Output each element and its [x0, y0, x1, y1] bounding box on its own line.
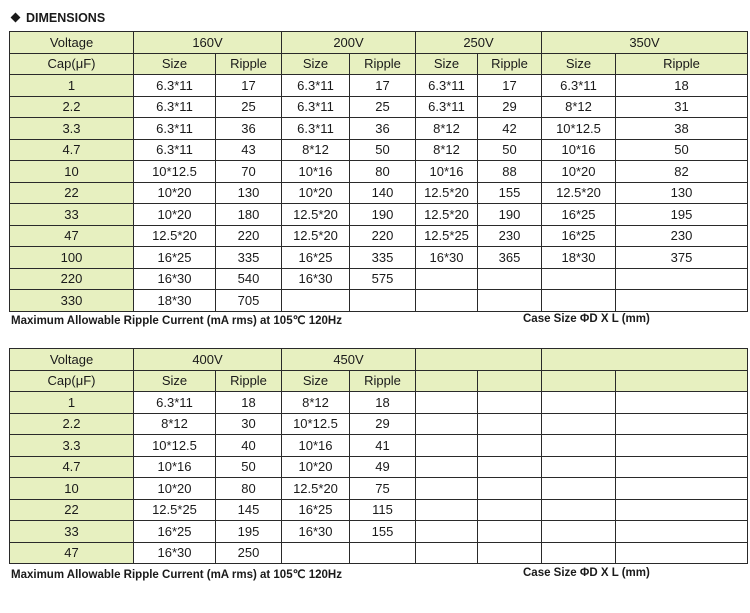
size-cell: 16*30 [134, 268, 216, 290]
size-cell [416, 268, 478, 290]
ripple-cell [478, 499, 542, 521]
table-row [10, 542, 748, 564]
voltage-header [416, 349, 542, 371]
size-cell [542, 499, 616, 521]
size-cell [416, 542, 478, 564]
dimensions-table-1 [9, 31, 748, 312]
voltage-header-row [10, 32, 748, 54]
size-cell [542, 392, 616, 414]
ripple-cell [350, 290, 416, 312]
capacitance-cell: 22 [10, 499, 134, 521]
size-cell: 6.3*11 [542, 75, 616, 97]
ripple-cell: 180 [216, 204, 282, 226]
table-row [10, 435, 748, 457]
ripple-cell: 335 [216, 247, 282, 269]
size-header: Size [282, 53, 350, 75]
ripple-cell [616, 290, 748, 312]
ripple-cell: 30 [216, 413, 282, 435]
capacitance-cell: 47 [10, 542, 134, 564]
size-cell [282, 290, 350, 312]
voltage-header: 250V [416, 32, 542, 54]
ripple-cell: 40 [216, 435, 282, 457]
size-cell: 6.3*11 [134, 96, 216, 118]
capacitance-cell: 47 [10, 225, 134, 247]
ripple-cell: 540 [216, 268, 282, 290]
size-cell: 12.5*20 [134, 225, 216, 247]
capacitance-cell: 330 [10, 290, 134, 312]
voltage-header-row [10, 349, 748, 371]
size-cell [416, 478, 478, 500]
size-header [416, 370, 478, 392]
capacitance-cell: 4.7 [10, 139, 134, 161]
ripple-cell: 140 [350, 182, 416, 204]
voltage-label: Voltage [10, 32, 134, 54]
ripple-cell [616, 542, 748, 564]
size-header: Size [134, 53, 216, 75]
size-cell: 6.3*11 [282, 75, 350, 97]
size-cell: 6.3*11 [134, 75, 216, 97]
ripple-cell [478, 413, 542, 435]
ripple-cell [616, 413, 748, 435]
ripple-cell: 145 [216, 499, 282, 521]
voltage-header [542, 349, 748, 371]
size-cell: 12.5*20 [416, 182, 478, 204]
capacitance-cell: 2.2 [10, 96, 134, 118]
size-cell: 10*12.5 [542, 118, 616, 140]
size-cell [542, 542, 616, 564]
size-cell: 16*30 [282, 521, 350, 543]
ripple-cell: 38 [616, 118, 748, 140]
capacitance-cell: 100 [10, 247, 134, 269]
size-cell: 16*25 [134, 521, 216, 543]
ripple-header [616, 370, 748, 392]
table-row [10, 139, 748, 161]
ripple-cell: 220 [350, 225, 416, 247]
ripple-cell [616, 478, 748, 500]
ripple-cell: 17 [216, 75, 282, 97]
ripple-cell [616, 392, 748, 414]
case-size-note: Case Size ΦD X L (mm) [523, 567, 650, 579]
size-cell [416, 521, 478, 543]
ripple-footnote: Maximum Allowable Ripple Current (mA rms) at 105℃ 120Hz [11, 315, 342, 327]
ripple-header: Ripple [350, 53, 416, 75]
table-row [10, 499, 748, 521]
table-row [10, 96, 748, 118]
size-cell: 12.5*25 [134, 499, 216, 521]
table-row [10, 478, 748, 500]
ripple-cell: 29 [350, 413, 416, 435]
ripple-cell [616, 521, 748, 543]
ripple-header [478, 370, 542, 392]
voltage-header: 350V [542, 32, 748, 54]
ripple-cell: 50 [616, 139, 748, 161]
section-title: DIMENSIONS [26, 11, 106, 25]
capacitance-cell: 10 [10, 478, 134, 500]
size-cell: 10*20 [134, 478, 216, 500]
ripple-cell: 705 [216, 290, 282, 312]
size-cell [542, 521, 616, 543]
size-cell: 10*16 [282, 161, 350, 183]
size-cell: 12.5*20 [282, 478, 350, 500]
size-cell: 10*20 [282, 456, 350, 478]
size-cell: 6.3*11 [416, 96, 478, 118]
ripple-cell: 155 [478, 182, 542, 204]
subheader-row [10, 370, 748, 392]
ripple-cell: 25 [350, 96, 416, 118]
size-cell: 10*12.5 [282, 413, 350, 435]
ripple-cell [616, 499, 748, 521]
size-cell: 12.5*25 [416, 225, 478, 247]
ripple-cell: 335 [350, 247, 416, 269]
ripple-cell: 49 [350, 456, 416, 478]
table-row [10, 225, 748, 247]
size-cell: 16*25 [542, 204, 616, 226]
ripple-cell [478, 478, 542, 500]
table-row [10, 182, 748, 204]
ripple-cell: 43 [216, 139, 282, 161]
ripple-cell: 115 [350, 499, 416, 521]
ripple-cell [478, 435, 542, 457]
ripple-cell: 17 [478, 75, 542, 97]
size-cell [416, 290, 478, 312]
subheader-row [10, 53, 748, 75]
capacitance-cell: 2.2 [10, 413, 134, 435]
size-cell: 12.5*20 [282, 204, 350, 226]
size-header: Size [542, 53, 616, 75]
ripple-cell: 195 [216, 521, 282, 543]
size-header: Size [416, 53, 478, 75]
ripple-cell [478, 521, 542, 543]
size-cell: 10*16 [416, 161, 478, 183]
capacitance-cell: 3.3 [10, 118, 134, 140]
ripple-cell: 50 [216, 456, 282, 478]
size-header: Size [134, 370, 216, 392]
ripple-cell: 18 [616, 75, 748, 97]
capacitance-label: Cap(μF) [10, 370, 134, 392]
ripple-cell: 365 [478, 247, 542, 269]
size-cell [416, 456, 478, 478]
ripple-cell: 230 [478, 225, 542, 247]
ripple-cell: 42 [478, 118, 542, 140]
ripple-cell [478, 542, 542, 564]
size-cell: 16*25 [282, 247, 350, 269]
ripple-cell: 36 [216, 118, 282, 140]
ripple-cell: 29 [478, 96, 542, 118]
size-cell: 10*12.5 [134, 161, 216, 183]
size-cell: 16*25 [542, 225, 616, 247]
size-cell: 10*20 [134, 182, 216, 204]
ripple-cell: 17 [350, 75, 416, 97]
size-cell: 18*30 [134, 290, 216, 312]
table-row [10, 75, 748, 97]
size-cell [282, 542, 350, 564]
ripple-cell [478, 456, 542, 478]
size-cell: 6.3*11 [282, 118, 350, 140]
ripple-cell: 18 [350, 392, 416, 414]
ripple-cell: 190 [478, 204, 542, 226]
capacitance-cell: 1 [10, 392, 134, 414]
ripple-cell: 130 [216, 182, 282, 204]
table-row [10, 247, 748, 269]
ripple-cell: 70 [216, 161, 282, 183]
size-cell [416, 413, 478, 435]
size-cell: 8*12 [134, 413, 216, 435]
size-cell [542, 268, 616, 290]
size-cell [542, 413, 616, 435]
case-size-note: Case Size ΦD X L (mm) [523, 313, 650, 325]
table-row [10, 456, 748, 478]
voltage-header: 200V [282, 32, 416, 54]
capacitance-label: Cap(μF) [10, 53, 134, 75]
diamond-bullet-icon [11, 13, 21, 23]
size-cell: 8*12 [542, 96, 616, 118]
voltage-header: 450V [282, 349, 416, 371]
table-row [10, 521, 748, 543]
table-row [10, 392, 748, 414]
dimensions-table-2 [9, 348, 748, 564]
ripple-cell: 575 [350, 268, 416, 290]
ripple-cell: 80 [350, 161, 416, 183]
size-cell: 10*20 [282, 182, 350, 204]
ripple-cell: 31 [616, 96, 748, 118]
section-heading [9, 11, 105, 25]
size-cell: 6.3*11 [416, 75, 478, 97]
size-header: Size [282, 370, 350, 392]
capacitance-cell: 1 [10, 75, 134, 97]
ripple-cell [478, 268, 542, 290]
ripple-cell [478, 290, 542, 312]
voltage-label: Voltage [10, 349, 134, 371]
size-cell [542, 435, 616, 457]
ripple-cell: 18 [216, 392, 282, 414]
table-row [10, 118, 748, 140]
ripple-cell [616, 456, 748, 478]
ripple-header: Ripple [616, 53, 748, 75]
size-cell [416, 392, 478, 414]
ripple-cell [616, 268, 748, 290]
capacitance-cell: 10 [10, 161, 134, 183]
ripple-cell: 375 [616, 247, 748, 269]
size-cell: 8*12 [416, 118, 478, 140]
voltage-header: 400V [134, 349, 282, 371]
size-cell: 6.3*11 [282, 96, 350, 118]
ripple-cell: 88 [478, 161, 542, 183]
capacitance-cell: 22 [10, 182, 134, 204]
size-cell: 10*20 [134, 204, 216, 226]
ripple-cell: 25 [216, 96, 282, 118]
ripple-cell: 250 [216, 542, 282, 564]
table-row [10, 290, 748, 312]
ripple-cell: 82 [616, 161, 748, 183]
size-cell: 16*25 [134, 247, 216, 269]
size-cell: 18*30 [542, 247, 616, 269]
capacitance-cell: 220 [10, 268, 134, 290]
size-cell: 10*16 [542, 139, 616, 161]
table-row [10, 161, 748, 183]
size-cell [542, 290, 616, 312]
table-row [10, 204, 748, 226]
size-cell: 16*30 [282, 268, 350, 290]
size-cell [542, 478, 616, 500]
ripple-cell: 230 [616, 225, 748, 247]
capacitance-cell: 4.7 [10, 456, 134, 478]
ripple-footnote: Maximum Allowable Ripple Current (mA rms) at 105℃ 120Hz [11, 569, 342, 581]
ripple-cell: 220 [216, 225, 282, 247]
size-cell: 10*16 [282, 435, 350, 457]
ripple-cell: 155 [350, 521, 416, 543]
voltage-header: 160V [134, 32, 282, 54]
ripple-cell: 50 [478, 139, 542, 161]
ripple-header: Ripple [350, 370, 416, 392]
size-cell: 10*12.5 [134, 435, 216, 457]
size-cell: 12.5*20 [282, 225, 350, 247]
size-cell: 6.3*11 [134, 139, 216, 161]
ripple-header: Ripple [216, 370, 282, 392]
capacitance-cell: 33 [10, 204, 134, 226]
ripple-cell: 130 [616, 182, 748, 204]
size-cell: 8*12 [282, 392, 350, 414]
ripple-cell: 50 [350, 139, 416, 161]
ripple-header: Ripple [216, 53, 282, 75]
size-cell: 10*16 [134, 456, 216, 478]
ripple-cell: 195 [616, 204, 748, 226]
ripple-cell: 190 [350, 204, 416, 226]
ripple-header: Ripple [478, 53, 542, 75]
ripple-cell [350, 542, 416, 564]
table-row [10, 413, 748, 435]
size-cell: 16*30 [134, 542, 216, 564]
size-cell: 16*25 [282, 499, 350, 521]
size-header [542, 370, 616, 392]
size-cell: 6.3*11 [134, 392, 216, 414]
size-cell: 12.5*20 [416, 204, 478, 226]
size-cell: 16*30 [416, 247, 478, 269]
ripple-cell [478, 392, 542, 414]
ripple-cell: 36 [350, 118, 416, 140]
ripple-cell: 75 [350, 478, 416, 500]
size-cell: 8*12 [282, 139, 350, 161]
size-cell: 6.3*11 [134, 118, 216, 140]
size-cell [416, 435, 478, 457]
size-cell: 8*12 [416, 139, 478, 161]
capacitance-cell: 3.3 [10, 435, 134, 457]
capacitance-cell: 33 [10, 521, 134, 543]
ripple-cell: 41 [350, 435, 416, 457]
ripple-cell [616, 435, 748, 457]
size-cell: 12.5*20 [542, 182, 616, 204]
ripple-cell: 80 [216, 478, 282, 500]
size-cell: 10*20 [542, 161, 616, 183]
size-cell [416, 499, 478, 521]
size-cell [542, 456, 616, 478]
table-row [10, 268, 748, 290]
